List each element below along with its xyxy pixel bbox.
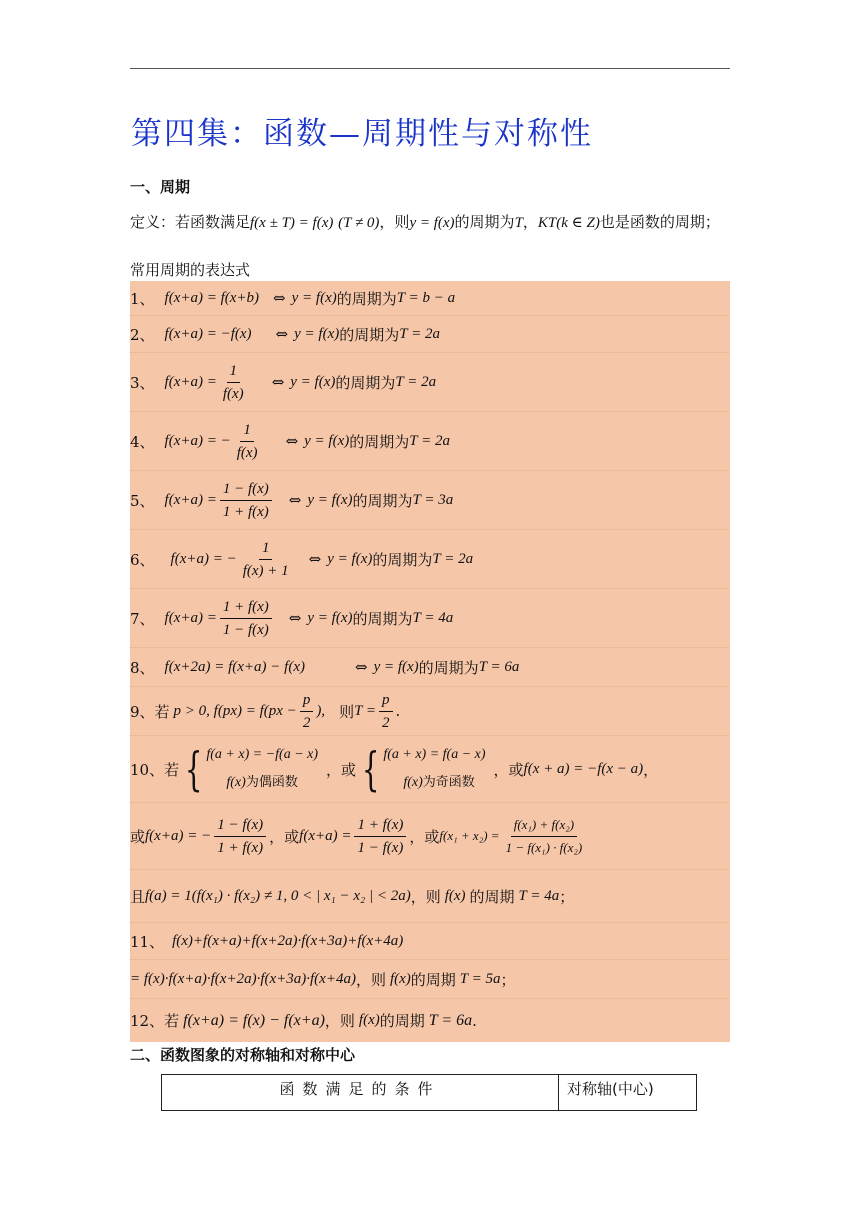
system-parity: 为奇函数: [422, 774, 475, 789]
formula-lhs: f(x+a) =: [164, 491, 217, 508]
then-text: 则: [339, 702, 355, 721]
numerator: 1 − f(x): [214, 816, 266, 837]
period-result: T = 2a: [395, 373, 437, 390]
fraction: [234, 421, 261, 462]
definition-nonzero: (T ≠ 0): [338, 215, 380, 231]
fraction: [220, 362, 247, 403]
definition-KT: KT: [537, 215, 557, 231]
equivalence-arrow: ⇔: [354, 658, 368, 676]
sentence-end: .: [395, 702, 401, 720]
row-number: 7、: [130, 609, 155, 628]
function-fx: f(x): [358, 1012, 380, 1028]
fraction: [214, 816, 266, 857]
row-number: 9、若: [130, 702, 170, 721]
definition-lead: 定义：若函数满足: [130, 213, 251, 231]
formula-row-12: [130, 999, 730, 1042]
period-result: T = 3a: [412, 491, 454, 508]
definition-mid: ，则: [379, 213, 410, 231]
row-number: 3、: [130, 373, 155, 392]
period-text: 的周期为: [372, 550, 433, 569]
function-y: y = f(x): [294, 325, 340, 342]
equivalence-arrow: ⇔: [275, 325, 289, 343]
denominator: 2: [382, 714, 390, 731]
formula-lhs: f(x+2a) = f(x+a) − f(x): [164, 658, 305, 675]
sentence-end: ；: [559, 887, 575, 906]
denominator: f(x) + 1: [242, 562, 289, 579]
denominator: 1 + f(x): [217, 839, 264, 856]
equivalence-arrow: ⇔: [288, 491, 302, 509]
formula-caption: 常用周期的表达式: [130, 261, 251, 279]
period-result: T = 2a: [432, 550, 474, 567]
numerator: 1 + f(x): [354, 816, 406, 837]
numerator: 1 + f(x): [220, 598, 272, 619]
formula-row-10: [130, 736, 730, 803]
fraction: [503, 816, 586, 857]
period-text: 的周期为: [349, 432, 410, 451]
and-text: 且: [130, 887, 146, 906]
condition-system-odd: [356, 742, 486, 796]
definition-T: T: [514, 215, 523, 231]
or-text: 或: [130, 827, 146, 846]
formula-lhs: f(x+a) =: [164, 373, 217, 390]
definition-period-of: 的周期为: [454, 213, 515, 231]
system-fx: f(x): [226, 775, 246, 790]
definition-condition: f(x ± T) = f(x): [250, 215, 334, 231]
formula-row-10b: [130, 803, 730, 870]
numerator: 1: [259, 539, 273, 560]
table-header-condition: 函数满足的条件: [162, 1075, 559, 1111]
denominator: 1 − f(x): [357, 839, 404, 856]
sentence-end: ，: [643, 760, 659, 779]
function-y: y = f(x): [291, 289, 337, 306]
period-text: 的周期为: [418, 658, 479, 677]
formula-row-4: [130, 412, 730, 471]
definition-paragraph: [130, 210, 730, 235]
period-text: 的周期为: [339, 325, 400, 344]
formula-row-7: [130, 589, 730, 648]
denominator: 2: [302, 714, 311, 731]
sentence-end: ；: [500, 970, 516, 989]
row-number: 10、若: [130, 760, 180, 779]
function-y: y = f(x): [304, 432, 350, 449]
row-number: 2、: [130, 325, 155, 344]
formula-row-11a: [130, 923, 730, 960]
section-heading-symmetry: 二、函数图象的对称轴和对称中心: [130, 1046, 356, 1064]
period-result: T = 6a: [478, 658, 520, 675]
period-text: 的周期: [469, 887, 515, 906]
period-result: T = 4a: [518, 887, 560, 904]
function-y: y = f(x): [290, 373, 336, 390]
formula-row-1: [130, 281, 730, 316]
formula-row-3: [130, 353, 730, 412]
system-line-1: f(a + x) = f(a − x): [383, 747, 486, 762]
row-number: 6、: [130, 550, 155, 569]
system-fx: f(x): [403, 775, 423, 790]
definition-comma: ，: [522, 213, 538, 231]
function-fx: f(x): [389, 970, 411, 987]
function-y: y = f(x): [307, 609, 353, 626]
period-result: T = 2a: [399, 325, 440, 342]
period-text: 的周期为: [335, 373, 396, 392]
or-text: ，或: [409, 827, 440, 846]
formula-row-9: [130, 687, 730, 736]
denominator: 1 + f(x): [222, 503, 269, 520]
or-text: ，或: [493, 760, 524, 779]
definition-function: y = f(x): [409, 215, 455, 231]
or-text: ，或: [326, 760, 357, 779]
denominator: f(x): [222, 385, 244, 402]
system-parity: 为偶函数: [245, 774, 298, 789]
period-result: T = 6a: [428, 1011, 473, 1029]
document-title: 第四集：函数—周期性与对称性: [131, 116, 593, 152]
numerator: 1 − f(x): [220, 480, 272, 501]
function-y: y = f(x): [327, 550, 373, 567]
period-text: 的周期为: [352, 491, 413, 510]
definition-tail: 也是函数的周期；: [599, 213, 720, 231]
row-number: 5、: [130, 491, 155, 510]
formula-row-8: [130, 648, 730, 687]
top-rule: [130, 68, 730, 69]
formula-row-6: [130, 530, 730, 589]
row-number: 11、: [130, 932, 165, 951]
formula-panel: [130, 281, 730, 1042]
numerator: p: [300, 691, 314, 712]
symmetry-table: [161, 1074, 697, 1111]
period-text: 的周期为: [336, 289, 397, 308]
equivalence-arrow: ⇔: [308, 550, 322, 568]
formula-tail: f(x + a) = −f(x − a): [523, 760, 644, 777]
equivalence-arrow: ⇔: [273, 289, 286, 307]
numerator: 1: [240, 421, 254, 442]
formula-lhs: f(x+a) = −: [170, 550, 237, 567]
row-number: 4、: [130, 432, 155, 451]
numerator: f(x₁) + f(x₂): [511, 816, 577, 837]
system-line-2: [206, 771, 318, 791]
section-heading-period: 一、周期: [130, 178, 191, 196]
formula-close: ),: [316, 702, 326, 719]
row-number: 1、: [130, 289, 155, 308]
system-line-2: [383, 771, 485, 791]
numerator: p: [379, 691, 393, 712]
numerator: 1: [227, 362, 241, 383]
denominator: f(x): [236, 444, 258, 461]
function-fx: f(x): [444, 887, 466, 904]
period-result: T = 5a: [459, 970, 501, 987]
equivalence-arrow: ⇔: [288, 609, 302, 627]
then-text: ，则: [355, 970, 386, 989]
denominator: 1 − f(x): [222, 621, 269, 638]
sentence-end: .: [472, 1011, 477, 1030]
period-text: 的周期: [379, 1012, 425, 1030]
left-brace: {: [184, 742, 203, 796]
system-lines: [383, 747, 485, 791]
function-y: y = f(x): [373, 658, 419, 675]
fraction: [379, 691, 393, 732]
row-number: 12、若: [130, 1012, 180, 1030]
formula-lhs: f(x+a) = f(x) − f(x+a): [183, 1011, 325, 1029]
table-header-axis: 对称轴(中心): [559, 1075, 697, 1111]
formula-condition: f(a) = 1(f(x₁) · f(x₂) ≠ 1, 0 < | x₁ − x₂ | < 2a): [145, 887, 411, 904]
definition-kZ: (k ∈ Z): [556, 215, 600, 231]
formula-row-5: [130, 471, 730, 530]
period-result: T = 2a: [409, 432, 450, 449]
fraction: [220, 480, 272, 521]
fraction: [220, 598, 272, 639]
equivalence-arrow: ⇔: [271, 373, 285, 391]
equivalence-arrow: ⇔: [285, 432, 299, 450]
formula-lhs: f(x+a) =: [299, 827, 352, 844]
formula-lhs: f(x+a) = −: [164, 432, 231, 449]
then-text: ，则: [410, 887, 441, 906]
fraction: [354, 816, 406, 857]
fraction: [240, 539, 292, 580]
formula-lhs: f(x₁ + x₂) =: [439, 828, 500, 843]
condition-system-even: [179, 742, 319, 796]
formula-rhs: = f(x)·f(x+a)·f(x+2a)·f(x+3a)·f(x+4a): [130, 970, 356, 987]
left-brace: {: [361, 742, 380, 796]
period-result: T = 4a: [412, 609, 454, 626]
system-lines: [206, 747, 318, 791]
period-text: 的周期: [410, 970, 456, 989]
function-y: y = f(x): [307, 491, 353, 508]
then-text: ，则: [324, 1012, 355, 1030]
denominator: 1 − f(x₁) · f(x₂): [505, 839, 583, 855]
formula-condition: p > 0, f(px) = f(px −: [173, 702, 297, 719]
formula-lhs: f(x+a) = −: [145, 827, 212, 844]
row-number: 8、: [130, 658, 155, 677]
or-text: ，或: [269, 827, 300, 846]
formula-lhs: f(x+a) = −f(x): [164, 325, 252, 342]
formula-row-11b: [130, 960, 730, 999]
formula-lhs: f(x+a) = f(x+b): [164, 289, 260, 306]
fraction: [300, 691, 314, 732]
formula-lhs: f(x)+f(x+a)+f(x+2a)·f(x+3a)+f(x+4a): [172, 932, 404, 949]
table-header-row: [162, 1075, 697, 1111]
period-text: 的周期为: [352, 609, 413, 628]
formula-row-10c: [130, 870, 730, 923]
system-line-1: f(a + x) = −f(a − x): [206, 747, 319, 762]
formula-lhs: f(x+a) =: [164, 609, 217, 626]
period-result: T = b − a: [396, 289, 456, 306]
period-T: T =: [354, 702, 377, 719]
formula-row-2: [130, 316, 730, 353]
